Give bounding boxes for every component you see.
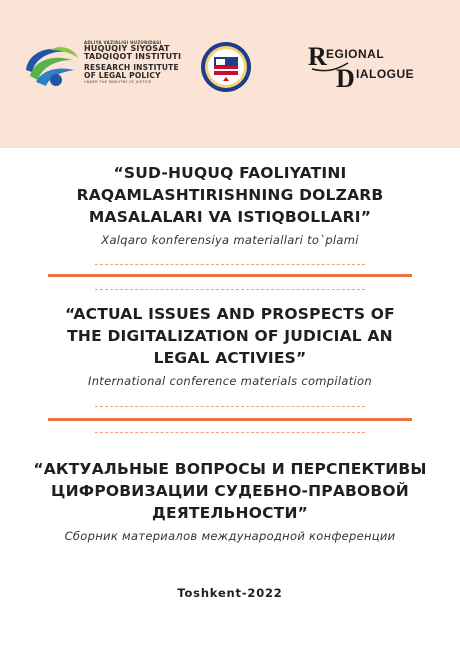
regional-line2: IALOGUE [356,67,415,81]
header-banner [0,0,460,148]
divider-dashed [95,432,365,433]
ru-title-line1: “АКТУАЛЬНЫЕ ВОПРОСЫ И ПЕРСПЕКТИВЫ [33,460,427,478]
divider-dashed [95,289,365,290]
institute-en-line1: RESEARCH INSTITUTE [84,63,179,72]
place-year: Toshkent-2022 [177,586,283,600]
ru-title-line2: ЦИФРОВИЗАЦИИ СУДЕБНО-ПРАВОВОЙ [51,482,409,500]
rd-initial-d: D [336,64,355,93]
uz-title-line3: MASALALARI VA ISTIQBOLLARI” [88,208,372,226]
institute-uz-line2: TADQIQOT INSTITUTI [84,52,182,61]
section-en [0,303,460,388]
institute-en-sub: UNDER THE MINISTRY OF JUSTICE [84,80,152,84]
uz-title-line2: RAQAMLASHTIRISHNING DOLZARB [76,186,384,204]
en-title-line2: THE DIGITALIZATION OF JUDICIAL AN [67,327,393,345]
divider-orange [48,274,412,277]
regional-line1: EGIONAL [326,47,385,61]
en-title-line3: LEGAL ACTIVIES” [153,349,307,367]
institute-en-line2: OF LEGAL POLICY [84,71,161,80]
en-title-line1: “ACTUAL ISSUES AND PROSPECTS OF [65,305,395,323]
ministry-top-label: ADLIYA VAZIRLIGI HUZURIDAGI [84,40,162,45]
divider-orange [48,418,412,421]
institute-name [84,40,204,85]
divider-dashed [95,264,365,265]
uz-title-line1: “SUD-HUQUQ FAOLIYATINI [113,164,347,182]
section-uz [0,162,460,247]
institute-logo-icon [20,40,80,94]
ru-title-line3: ДЕЯТЕЛЬНОСТИ” [151,504,309,522]
ru-subtitle: Сборник материалов международной конференции [64,529,396,543]
divider-dashed [95,406,365,407]
en-subtitle: International conference materials compilation [88,374,372,388]
regional-dialogue-logo [308,43,438,93]
rd-initial-r: R [308,43,327,71]
section-ru [0,458,460,543]
seal-icon [200,41,252,93]
institute-uz-line1: HUQUQIY SIYOSAT [84,44,170,53]
uz-subtitle: Xalqaro konferensiya materiallari to`plami [101,233,359,247]
